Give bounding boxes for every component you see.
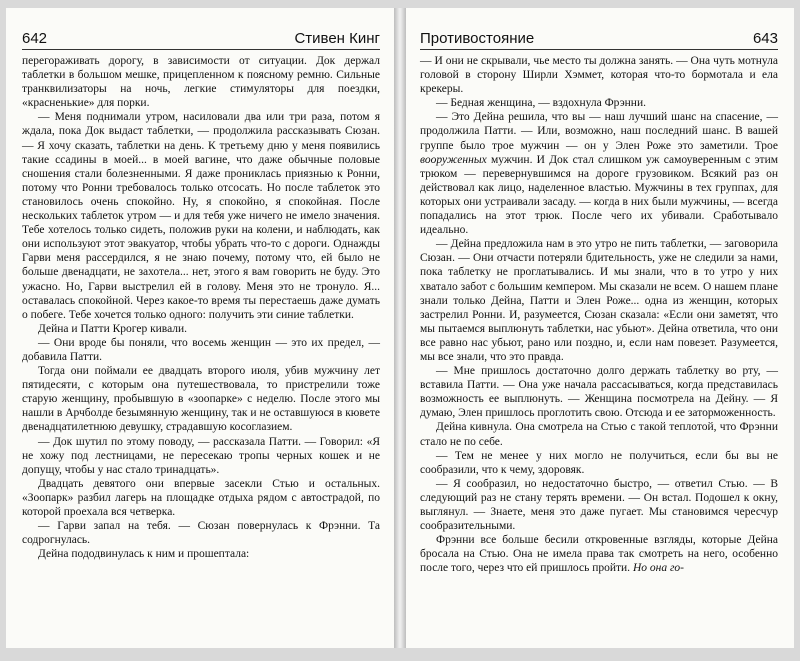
- right-running-head: Противостояние: [420, 30, 535, 47]
- paragraph: [420, 533, 778, 575]
- left-page-text: [22, 54, 380, 561]
- right-page-header: [420, 30, 778, 50]
- paragraph: — Док шутил по этому поводу, — рассказала Патти. — Говорил: «Я не хожу под лестницами, не пересекаю тропы черных кошек и не допущу, чтобы у нас стало тринадцать».: [22, 435, 380, 476]
- paragraph: Дейна пододвинулась к ним и прошептала:: [38, 548, 250, 561]
- paragraph: — Они вроде бы поняли, что восемь женщин — это их предел, — добавила Патти.: [22, 336, 380, 363]
- paragraph: — Дейна предложила нам в это утро не пить таблетки, — заговорила Сюзан. — Они отчасти потеряли бдительность, уже не следили за нами, пока таблетку не проглатывались. И мы знали, что в то утро у них хватало забот с большим кемпером. Мы сказали не всем. О нашем плане знали только Дейна, Патти и Элен Роже... одна из женщин, которых застрелил Ронни. И, разумеется, Сюзан сказала: «Если они заметят, что мы пытаемся выплюнуть таблетки, нас убьют». Дейна ответила, что они все равно нас убьют, рано или поздно, и, если нам повезет. Разумеется, мы все знали, что это правда.: [420, 238, 778, 363]
- left-page-number: 642: [22, 30, 48, 47]
- paragraph: Тогда они поймали ее двадцать второго июля, убив мужчину лет пятидесяти, с которым она путешествовала, то пристрелили тоже старую женщину, пробывшую в «зоопарке» с неделю. После этого мы нашли в Арчболде безымянную женщину, так и не оставшуюся в кювете двенадцатилетнюю девушку, страдавшую косоглазием.: [22, 365, 380, 434]
- paragraph: Дейна кивнула. Она смотрела на Стью с такой теплотой, что Фрэнни стало не по себе.: [420, 421, 778, 448]
- paragraph: — Гарви запал на тебя. — Сюзан повернулась к Фрэнни. Та содрогнулась.: [22, 520, 380, 547]
- left-page-header: [22, 30, 380, 50]
- right-page-number: 643: [752, 30, 778, 47]
- paragraph: — Мне пришлось достаточно долго держать таблетку во рту, — вставила Патти. — Она уже начала рассасываться, когда представилась возможность ее выплюнуть. — Женщина посмотрела на Дейну. — Я думаю, Элен пришлось проглотить свою. Отсюда и ее заторможенность.: [420, 365, 778, 420]
- paragraph: [420, 110, 778, 237]
- paragraph: — Тем не менее у них могло не получиться, если бы вы не сообразили, что к чему, здоровяк.: [420, 449, 778, 476]
- right-page: [406, 8, 794, 648]
- left-page: [6, 8, 394, 648]
- italic-text: Но она го-: [632, 562, 685, 575]
- left-running-head: Стивен Кинг: [294, 30, 380, 47]
- italic-text: вооруженных: [420, 153, 487, 166]
- paragraph: — И они не скрывали, чье место ты должна занять. — Она чуть мотнула головой в сторону Ширли Хэммет, которая что-то бормотала и ела крекеры.: [420, 55, 778, 96]
- paragraph-text: — Это Дейна решила, что вы — наш лучший шанс на спасение, — продолжила Патти. — Или, возможно, наш последний шанс. В вашей группе было трое мужчин — он у Элен Роже это заметили. Трое: [420, 111, 778, 152]
- paragraph-text: мужчин. И Док стал слишком уж самоуверенным с этим трюком — перевернувшимся на дороге грузовиком. Всякий раз он действовал как лицо, наделенное властью. Мужчины в тех группах, для которых они устраивали засаду. — когда в них были мужчины, — всегда попадались на этот трюк. После чего их убивали. Сработывало идеально.: [420, 153, 778, 237]
- paragraph: — Меня поднимали утром, насиловали два или три раза, потом я ждала, пока Док выдаст таблетки, — продолжила рассказывать Сюзан. — Я хочу сказать, таблетки на день. К третьему дню у меня появились такие ссадины в моей... в моей вагине, что даже обычные половые сношения стали болезненными. Я даже прониклась приязнью к Ронни, потому что Ронни требовалось только отсосать. Но после таблеток это становилось очень спокойно. Ну, я спокойно, я спокойная. После нескольких таблеток утром — и для тебя уже ничего не имело значения. Тебе хотелось только сидеть, положив руки на колени, и наблюдать, как они используют этот эвакуатор, чтобы убрать что-то с дороги. Однажды Гарви меня рассердился, я не знаю почему, потому что, ей было не больше двенадцати, не захотела... нет, этого я вам говорить не буду. Это ужасно. Но, Гарви выстрелил ей в голову. Меня это не тронуло. Я... оставалась спокойной. Через какое-то время ты перестаешь даже думать о побеге. Тебе хочется только одного: получить эти синие таблетки.: [22, 111, 380, 321]
- paragraph: перегораживать дорогу, в зависимости от ситуации. Док держал таблетки в большом мешке, прицепленном к поясному ремню. Сильные транквилизаторы на ночь, легкие стимуляторы для поездки, «красненькие» для порки.: [22, 55, 380, 110]
- paragraph: — Я сообразил, но недостаточно быстро, — ответил Стью. — В следующий раз не стану терять времени. — Он встал. Подошел к окну, выглянул. — Знаете, меня это даже пугает. Мы становимся чересчур сообразительными.: [420, 477, 778, 533]
- book-gutter: [394, 8, 406, 648]
- paragraph: — Бедная женщина, — вздохнула Фрэнни.: [436, 97, 646, 110]
- paragraph: Дейна и Патти Крогер кивали.: [38, 322, 188, 335]
- paragraph: Двадцать девятого они впервые засекли Стью и остальных. «Зоопарк» разбил лагерь на площадке отдыха рядом с автострадой, по которой проехала вся четверка.: [22, 477, 380, 518]
- paragraph-text: Фрэнни все больше бесили откровенные взгляды, которые Дейна бросала на Стью. Она не имела права так смотреть на него, особенно после того, через что ей пришлось пройти.: [420, 534, 778, 575]
- right-page-text: [420, 54, 778, 575]
